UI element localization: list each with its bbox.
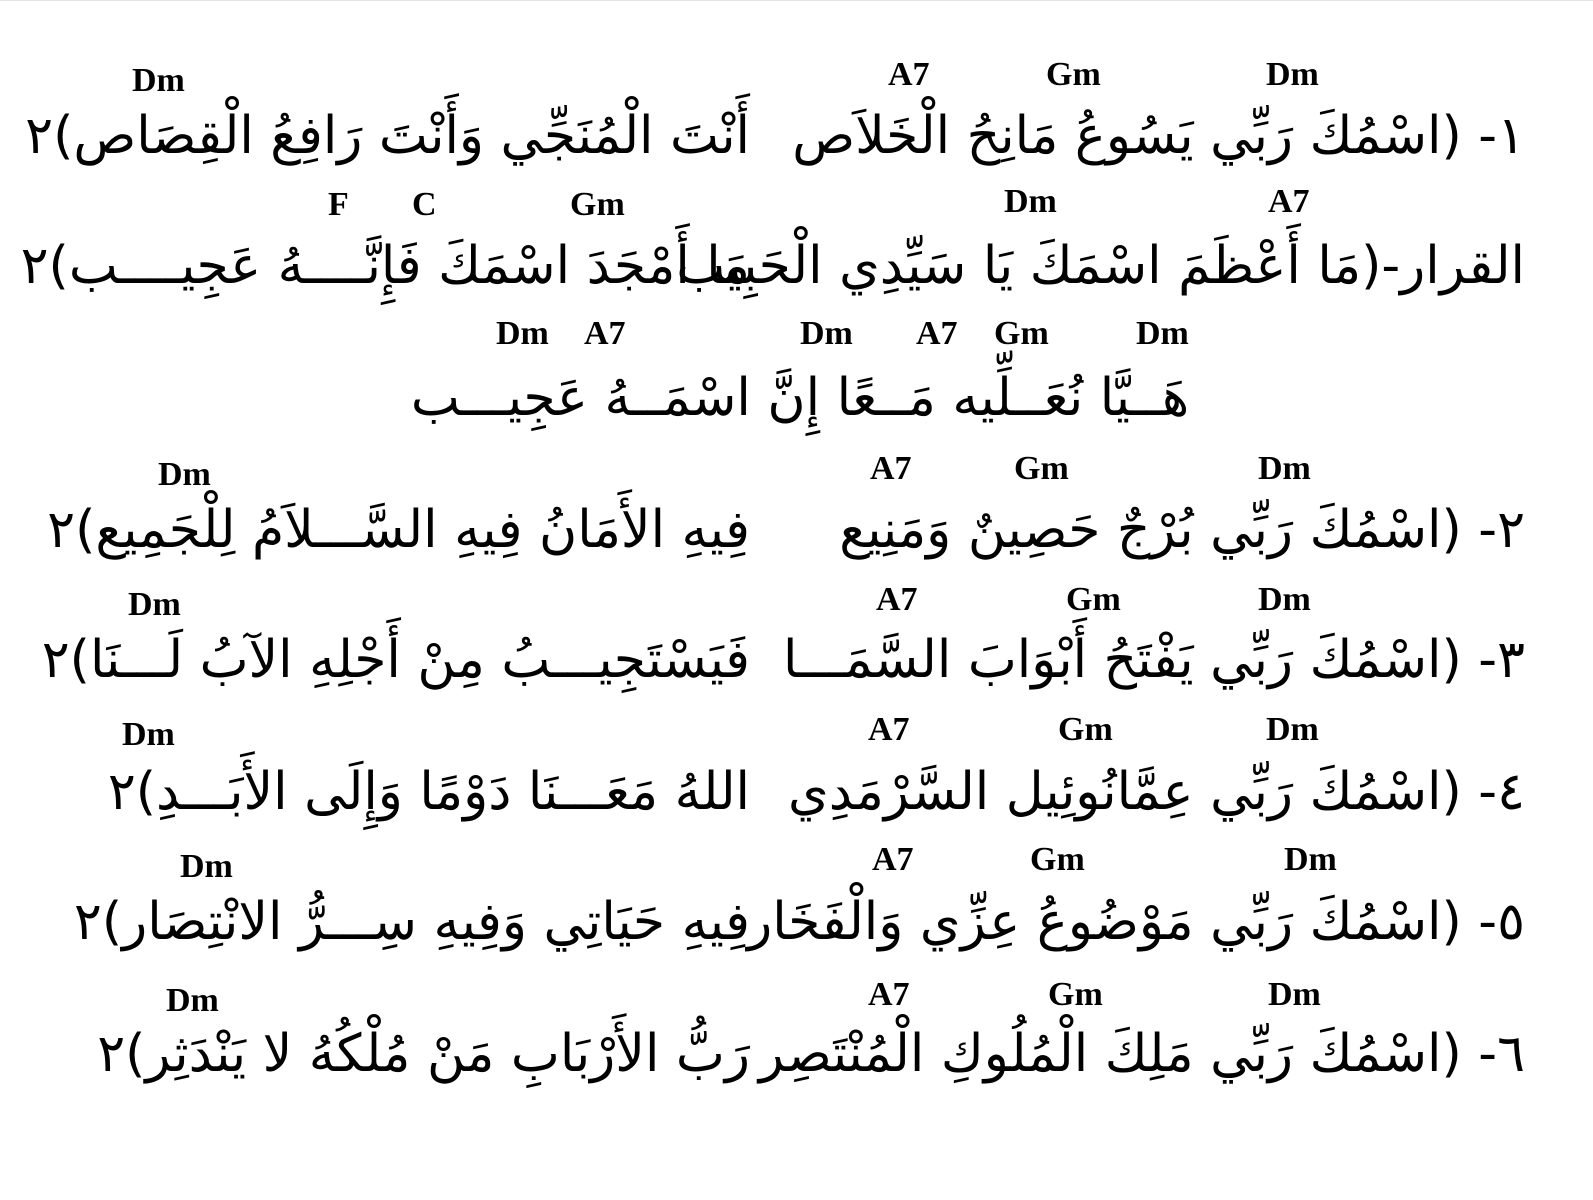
lyric-second-half: فِيهِ الأَمَانُ فِيهِ السَّـــلاَمُ لِلْجَمِيع)٢ <box>47 500 750 560</box>
lyric-first-half: ١- (اسْمُكَ رَبِّي يَسُوعُ مَانِحُ الْخَلاَص <box>792 106 1525 166</box>
chord-label: Dm <box>1284 841 1337 878</box>
chord-label: Gm <box>1030 841 1085 878</box>
lyric-first-half: ٤- (اسْمُكَ رَبِّي عِمَّانُوئِيل السَّرْمَدِي <box>788 762 1525 822</box>
lyric-first-half: ٥- (اسْمُكَ رَبِّي مَوْضُوعُ عِزِّي وَالْفَخَار <box>747 892 1525 952</box>
chord-label: A7 <box>872 841 914 878</box>
chord-label: Dm <box>496 315 549 352</box>
chord-label: Dm <box>158 456 211 493</box>
chord-label: A7 <box>868 711 910 748</box>
chord-label: Gm <box>570 186 625 223</box>
chord-label: Dm <box>1258 450 1311 487</box>
lyric-second-half: فِيهِ حَيَاتِي وَفِيهِ سِـــرُّ الانْتِصَار)٢ <box>73 892 750 952</box>
lyric-first-half: ٦- (اسْمُكَ رَبِّي مَلِكَ الْمُلُوكِ الْمُنْتَصِر <box>758 1024 1525 1084</box>
chord-label: Gm <box>994 315 1049 352</box>
chord-label: Gm <box>1046 56 1101 93</box>
chord-label: Dm <box>1258 581 1311 618</box>
chord-label: Gm <box>1058 711 1113 748</box>
chorus-second-half: مَا أَمْجَدَ اسْمَكَ فَإِنَّــــهُ عَجِيــــب)٢ <box>20 236 750 296</box>
chord-label: Dm <box>1268 976 1321 1013</box>
chord-label: Dm <box>1004 183 1057 220</box>
chord-label: Dm <box>1266 56 1319 93</box>
chord-label: Dm <box>1266 711 1319 748</box>
chord-label: Dm <box>1136 315 1189 352</box>
chord-label: A7 <box>876 581 918 618</box>
lyric-first-half: ٢- (اسْمُكَ رَبِّي بُرْجٌ حَصِينٌ وَمَنِيع <box>839 500 1525 560</box>
chord-label: A7 <box>584 315 626 352</box>
chord-label: Gm <box>1066 581 1121 618</box>
chord-label: Dm <box>128 586 181 623</box>
chord-label: Gm <box>1048 976 1103 1013</box>
chord-label: F <box>328 186 349 223</box>
top-rule <box>0 0 1593 1</box>
chord-label: Dm <box>180 848 233 885</box>
lyric-second-half: رَبُّ الأَرْبَابِ مَنْ مُلْكُهُ لا يَنْدَثِر)٢ <box>97 1024 750 1084</box>
chorus-first-half: القرار-(مَا أَعْظَمَ اسْمَكَ يَا سَيِّدِي الْحَبِيب <box>676 236 1525 296</box>
chord-label: A7 <box>870 450 912 487</box>
lyric-second-half: اللهُ مَعَـــنَا دَوْمًا وَإِلَى الأَبَـــدِ)٢ <box>107 762 750 822</box>
lyric-second-half: أَنْتَ الْمُنَجِّي وَأَنْتَ رَافِعُ الْقِصَاص)٢ <box>25 106 750 166</box>
chord-label: Dm <box>132 62 185 99</box>
chord-label: Gm <box>1014 450 1069 487</box>
lyric-first-half: ٣- (اسْمُكَ رَبِّي يَفْتَحُ أَبْوَابَ السَّمَـــا <box>783 630 1525 690</box>
chord-label: Dm <box>122 716 175 753</box>
chord-label: Dm <box>166 982 219 1019</box>
chord-label: C <box>412 186 437 223</box>
lyric-second-half: فَيَسْتَجِيـــبُ مِنْ أَجْلِهِ الآبُ لَـــنَا)٢ <box>41 630 750 690</box>
chorus-center-line: هَــيَّا نُعَــلِّيه مَــعًا إِنَّ اسْمَــهُ عَجِيـــب <box>410 368 1190 428</box>
chord-label: A7 <box>868 976 910 1013</box>
chord-label: Dm <box>800 315 853 352</box>
chord-label: A7 <box>888 56 930 93</box>
chord-label: A7 <box>1268 183 1310 220</box>
chord-label: A7 <box>916 315 958 352</box>
